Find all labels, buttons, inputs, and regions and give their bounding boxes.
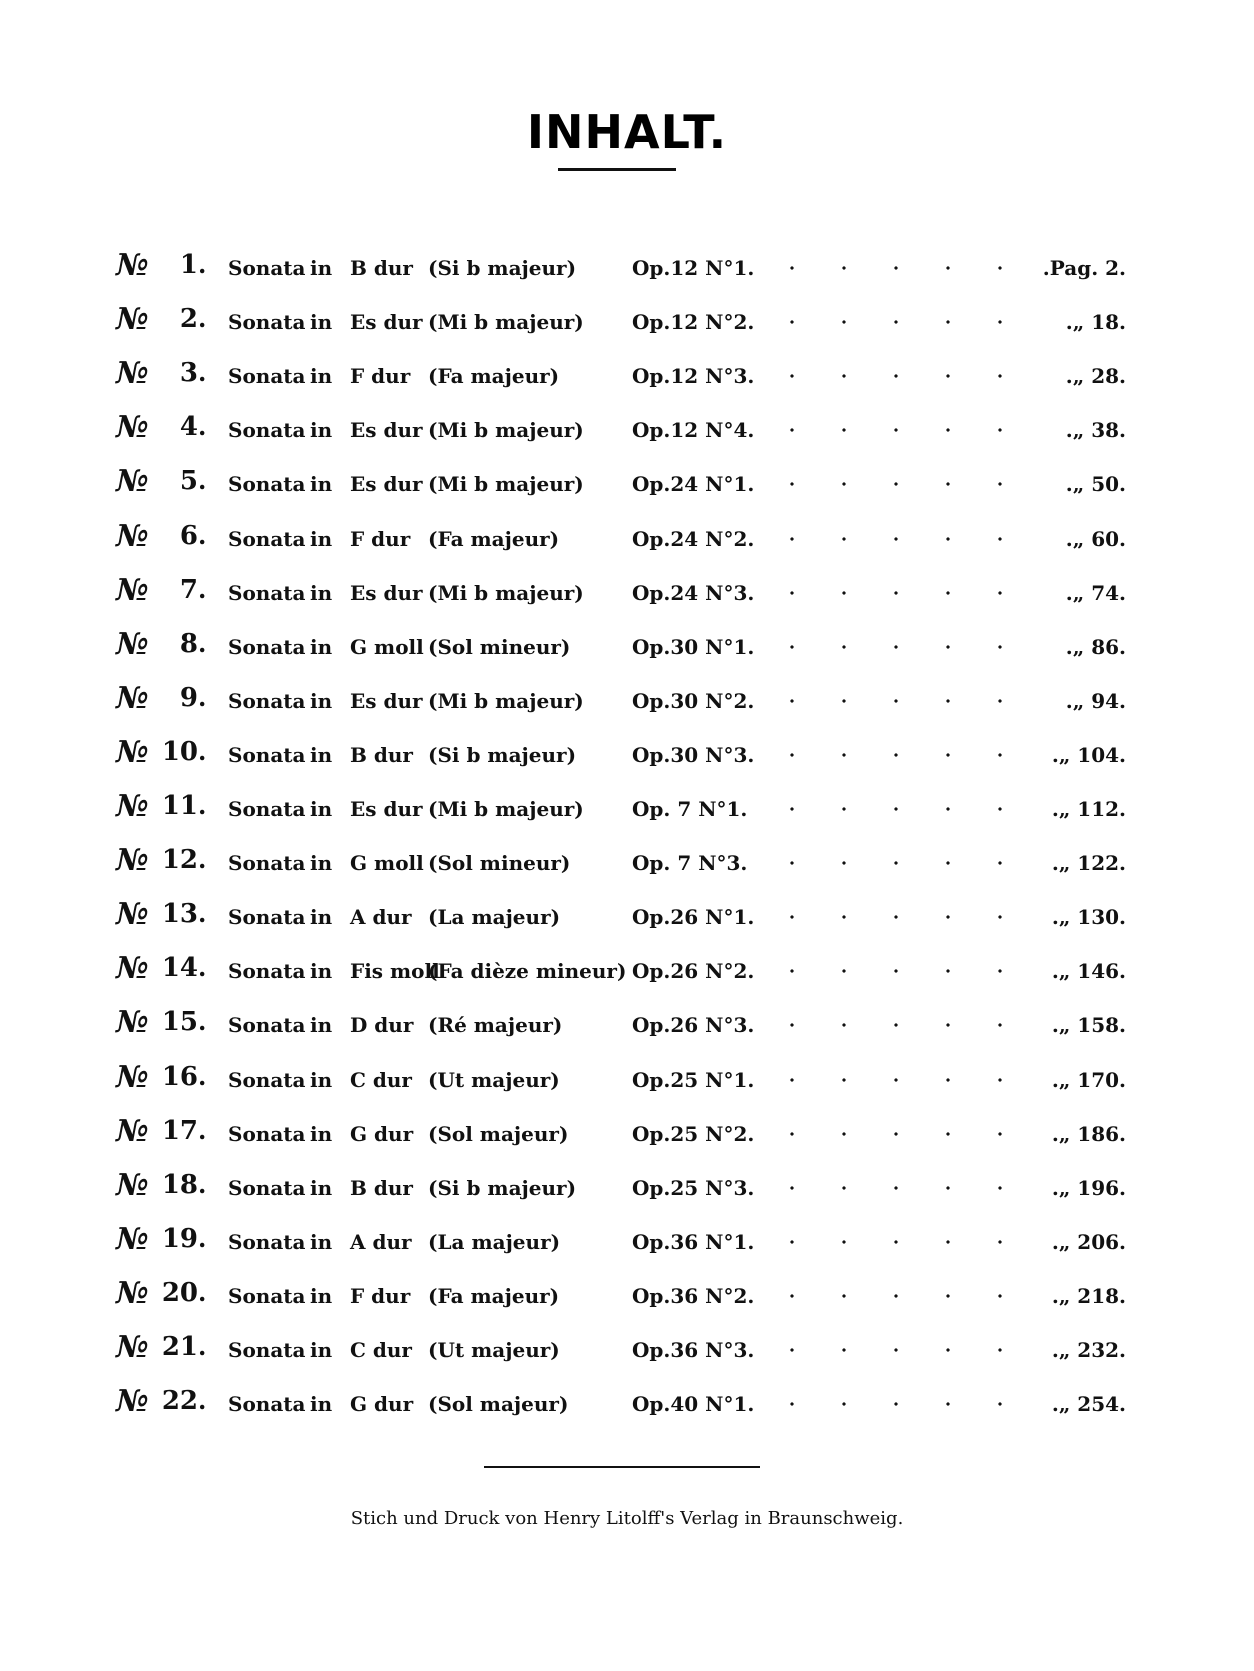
entry-number-sign: № <box>116 1114 149 1149</box>
entry-kind: Sonata <box>228 1122 306 1146</box>
entry-number: 18 <box>161 1170 198 1200</box>
dot-leader <box>766 807 1028 811</box>
toc-entry <box>0 248 1254 288</box>
entry-opus: Op.26 N°2. <box>632 959 755 983</box>
dot-leader <box>766 1132 1028 1136</box>
entry-key: B dur <box>350 743 413 767</box>
entry-key: Es dur <box>350 581 423 605</box>
entry-preposition: in <box>310 256 333 280</box>
entry-preposition: in <box>310 1122 333 1146</box>
toc-entry <box>0 789 1254 829</box>
entry-preposition: in <box>310 635 333 659</box>
publisher-imprint: Stich und Druck von Henry Litolff's Verlag in Braunschweig. <box>350 1508 904 1529</box>
entry-number: 6 <box>179 521 198 551</box>
dot-leader <box>766 1294 1028 1298</box>
entry-opus: Op.40 N°1. <box>632 1392 755 1416</box>
entry-key: B dur <box>350 256 413 280</box>
entry-key: A dur <box>350 1230 412 1254</box>
entry-number-sign: № <box>116 897 149 932</box>
entry-number: 17 <box>161 1116 198 1146</box>
entry-preposition: in <box>310 418 333 442</box>
entry-number: 8 <box>179 629 198 659</box>
entry-preposition: in <box>310 1013 333 1037</box>
entry-key: Es dur <box>350 472 423 496</box>
dot-leader <box>766 861 1028 865</box>
entry-number-period: . <box>198 521 207 550</box>
entry-key-french: (Fa majeur) <box>428 364 560 388</box>
entry-kind: Sonata <box>228 364 306 388</box>
entry-page: .„ 74. <box>1065 581 1126 605</box>
entry-preposition: in <box>310 364 333 388</box>
dot-leader <box>766 1402 1028 1406</box>
entry-key: C dur <box>350 1068 412 1092</box>
entry-opus: Op. 7 N°3. <box>632 851 748 875</box>
entry-preposition: in <box>310 310 333 334</box>
entry-key-french: (Ut majeur) <box>428 1338 560 1362</box>
entry-kind: Sonata <box>228 1230 306 1254</box>
toc-entry <box>0 519 1254 559</box>
entry-opus: Op.25 N°2. <box>632 1122 755 1146</box>
entry-page: .„ 94. <box>1065 689 1126 713</box>
entry-number-sign: № <box>116 681 149 716</box>
entry-number-period: . <box>198 791 207 820</box>
entry-number: 5 <box>179 466 198 496</box>
entry-number-sign: № <box>116 789 149 824</box>
entry-kind: Sonata <box>228 256 306 280</box>
entry-key-french: (Ut majeur) <box>428 1068 560 1092</box>
entry-number-period: . <box>198 899 207 928</box>
entry-page: .„ 28. <box>1065 364 1126 388</box>
dot-leader <box>766 591 1028 595</box>
entry-key-french: (Fa majeur) <box>428 527 560 551</box>
entry-preposition: in <box>310 1176 333 1200</box>
entry-kind: Sonata <box>228 959 306 983</box>
entry-key-french: (Ré majeur) <box>428 1013 563 1037</box>
entry-key-french: (Sol majeur) <box>428 1392 569 1416</box>
dot-leader <box>766 374 1028 378</box>
toc-entry <box>0 627 1254 667</box>
entry-key-french: (Fa majeur) <box>428 1284 560 1308</box>
entry-opus: Op.36 N°2. <box>632 1284 755 1308</box>
entry-key: G moll <box>350 635 424 659</box>
toc-entry <box>0 681 1254 721</box>
entry-number-period: . <box>198 629 207 658</box>
toc-entry <box>0 951 1254 991</box>
entry-preposition: in <box>310 1230 333 1254</box>
dot-leader <box>766 1186 1028 1190</box>
entry-number: 9 <box>179 683 198 713</box>
entry-number-period: . <box>198 575 207 604</box>
entry-kind: Sonata <box>228 310 306 334</box>
title-underline <box>558 168 676 171</box>
entry-number: 11 <box>161 791 198 821</box>
entry-page: .Pag. 2. <box>1042 256 1126 280</box>
entry-key-french: (La majeur) <box>428 905 561 929</box>
entry-number-sign: № <box>116 735 149 770</box>
dot-leader <box>766 645 1028 649</box>
entry-number: 14 <box>161 953 198 983</box>
toc-entry <box>0 843 1254 883</box>
entry-page: .„ 86. <box>1065 635 1126 659</box>
entry-number: 22 <box>161 1386 198 1416</box>
entry-number-period: . <box>198 250 207 279</box>
entry-number-sign: № <box>116 573 149 608</box>
entry-page: .„ 104. <box>1051 743 1126 767</box>
entry-number-period: . <box>198 1224 207 1253</box>
entry-opus: Op.26 N°1. <box>632 905 755 929</box>
entry-opus: Op.30 N°2. <box>632 689 755 713</box>
entry-number: 10 <box>161 737 198 767</box>
entry-number-sign: № <box>116 1384 149 1419</box>
entry-preposition: in <box>310 959 333 983</box>
dot-leader <box>766 537 1028 541</box>
entry-opus: Op.25 N°1. <box>632 1068 755 1092</box>
entry-number: 13 <box>161 899 198 929</box>
entry-number-sign: № <box>116 302 149 337</box>
page-title: INHALT. <box>526 105 728 159</box>
dot-leader <box>766 482 1028 486</box>
dot-leader <box>766 915 1028 919</box>
toc-entry <box>0 1276 1254 1316</box>
entry-page: .„ 254. <box>1051 1392 1126 1416</box>
dot-leader <box>766 1023 1028 1027</box>
entry-number-sign: № <box>116 627 149 662</box>
entry-preposition: in <box>310 905 333 929</box>
entry-key-french: (Mi b majeur) <box>428 797 584 821</box>
entry-number-period: . <box>198 1386 207 1415</box>
entry-key: G dur <box>350 1392 414 1416</box>
entry-page: .„ 196. <box>1051 1176 1126 1200</box>
entry-kind: Sonata <box>228 905 306 929</box>
entry-preposition: in <box>310 527 333 551</box>
entry-key: Es dur <box>350 689 423 713</box>
dot-leader <box>766 1348 1028 1352</box>
dot-leader <box>766 428 1028 432</box>
dot-leader <box>766 753 1028 757</box>
entry-number: 20 <box>161 1278 198 1308</box>
entry-opus: Op.36 N°1. <box>632 1230 755 1254</box>
entry-key: F dur <box>350 364 411 388</box>
entry-key-french: (Mi b majeur) <box>428 689 584 713</box>
entry-number-period: . <box>198 953 207 982</box>
entry-number-sign: № <box>116 843 149 878</box>
entry-key: Es dur <box>350 797 423 821</box>
entry-number-period: . <box>198 737 207 766</box>
entry-preposition: in <box>310 689 333 713</box>
entry-preposition: in <box>310 581 333 605</box>
entry-number: 21 <box>161 1332 198 1362</box>
toc-entry <box>0 1168 1254 1208</box>
entry-preposition: in <box>310 1338 333 1362</box>
entry-preposition: in <box>310 1392 333 1416</box>
entry-number: 3 <box>179 358 198 388</box>
toc-entry <box>0 897 1254 937</box>
entry-kind: Sonata <box>228 1176 306 1200</box>
dot-leader <box>766 266 1028 270</box>
entry-number: 12 <box>161 845 198 875</box>
entry-page: .„ 112. <box>1051 797 1126 821</box>
entry-opus: Op.30 N°3. <box>632 743 755 767</box>
entry-opus: Op.12 N°1. <box>632 256 755 280</box>
toc-entry <box>0 302 1254 342</box>
entry-number-sign: № <box>116 1222 149 1257</box>
entry-key-french: (Si b majeur) <box>428 743 577 767</box>
entry-kind: Sonata <box>228 743 306 767</box>
entry-key-french: (Fa dièze mineur) <box>428 959 627 983</box>
entry-key-french: (Mi b majeur) <box>428 581 584 605</box>
entry-key: D dur <box>350 1013 414 1037</box>
entry-kind: Sonata <box>228 581 306 605</box>
entry-number-period: . <box>198 1170 207 1199</box>
entry-opus: Op.36 N°3. <box>632 1338 755 1362</box>
entry-number-sign: № <box>116 1005 149 1040</box>
entry-kind: Sonata <box>228 1068 306 1092</box>
dot-leader <box>766 1078 1028 1082</box>
entry-number: 4 <box>179 412 198 442</box>
entry-key: B dur <box>350 1176 413 1200</box>
entry-page: .„ 218. <box>1051 1284 1126 1308</box>
entry-page: .„ 60. <box>1065 527 1126 551</box>
toc-entry <box>0 1222 1254 1262</box>
toc-entry <box>0 573 1254 613</box>
entry-number-sign: № <box>116 1168 149 1203</box>
entry-number-period: . <box>198 466 207 495</box>
entry-number-period: . <box>198 1332 207 1361</box>
entry-key: F dur <box>350 527 411 551</box>
entry-number-sign: № <box>116 356 149 391</box>
entry-number-period: . <box>198 683 207 712</box>
entry-key: G dur <box>350 1122 414 1146</box>
entry-number-sign: № <box>116 1276 149 1311</box>
entry-number: 19 <box>161 1224 198 1254</box>
dot-leader <box>766 320 1028 324</box>
entry-kind: Sonata <box>228 635 306 659</box>
entry-kind: Sonata <box>228 1392 306 1416</box>
entry-number-period: . <box>198 1062 207 1091</box>
entry-page: .„ 170. <box>1051 1068 1126 1092</box>
entry-opus: Op. 7 N°1. <box>632 797 748 821</box>
entry-page: .„ 206. <box>1051 1230 1126 1254</box>
entry-opus: Op.12 N°3. <box>632 364 755 388</box>
entry-page: .„ 232. <box>1051 1338 1126 1362</box>
entry-preposition: in <box>310 1068 333 1092</box>
entry-number-period: . <box>198 1007 207 1036</box>
entry-number-sign: № <box>116 519 149 554</box>
entry-key: A dur <box>350 905 412 929</box>
entry-key-french: (Sol majeur) <box>428 1122 569 1146</box>
entry-number-period: . <box>198 1278 207 1307</box>
entry-page: .„ 186. <box>1051 1122 1126 1146</box>
entry-number-period: . <box>198 304 207 333</box>
entry-number: 16 <box>161 1062 198 1092</box>
entry-key: G moll <box>350 851 424 875</box>
entry-number-sign: № <box>116 464 149 499</box>
entry-number-sign: № <box>116 1330 149 1365</box>
entry-key: C dur <box>350 1338 412 1362</box>
entry-kind: Sonata <box>228 418 306 442</box>
entry-number: 2 <box>179 304 198 334</box>
entry-key-french: (Sol mineur) <box>428 851 571 875</box>
entry-number-period: . <box>198 1116 207 1145</box>
entry-number-sign: № <box>116 410 149 445</box>
entry-number: 15 <box>161 1007 198 1037</box>
entry-key: Es dur <box>350 310 423 334</box>
entry-preposition: in <box>310 797 333 821</box>
entry-page: .„ 146. <box>1051 959 1126 983</box>
entry-opus: Op.24 N°3. <box>632 581 755 605</box>
entry-opus: Op.26 N°3. <box>632 1013 755 1037</box>
entry-kind: Sonata <box>228 689 306 713</box>
entry-number-period: . <box>198 358 207 387</box>
entry-opus: Op.25 N°3. <box>632 1176 755 1200</box>
entry-number-period: . <box>198 412 207 441</box>
entry-preposition: in <box>310 472 333 496</box>
entry-kind: Sonata <box>228 472 306 496</box>
entry-opus: Op.12 N°2. <box>632 310 755 334</box>
entry-page: .„ 50. <box>1065 472 1126 496</box>
entry-preposition: in <box>310 1284 333 1308</box>
entry-kind: Sonata <box>228 1338 306 1362</box>
entry-key-french: (Mi b majeur) <box>428 418 584 442</box>
entry-preposition: in <box>310 743 333 767</box>
entry-opus: Op.24 N°1. <box>632 472 755 496</box>
entry-number-sign: № <box>116 1060 149 1095</box>
entry-page: .„ 130. <box>1051 905 1126 929</box>
toc-entry <box>0 356 1254 396</box>
entry-key: Fis moll <box>350 959 440 983</box>
entry-key-french: (Si b majeur) <box>428 1176 577 1200</box>
toc-entry <box>0 410 1254 450</box>
entry-key-french: (Sol mineur) <box>428 635 571 659</box>
dot-leader <box>766 699 1028 703</box>
entry-key: F dur <box>350 1284 411 1308</box>
entry-kind: Sonata <box>228 1013 306 1037</box>
entry-number: 7 <box>179 575 198 605</box>
entry-key-french: (Mi b majeur) <box>428 310 584 334</box>
toc-entry <box>0 735 1254 775</box>
entry-key-french: (Mi b majeur) <box>428 472 584 496</box>
entry-opus: Op.30 N°1. <box>632 635 755 659</box>
entry-number: 1 <box>179 250 198 280</box>
dot-leader <box>766 969 1028 973</box>
entry-key-french: (Si b majeur) <box>428 256 577 280</box>
entry-preposition: in <box>310 851 333 875</box>
entry-number-period: . <box>198 845 207 874</box>
toc-entry <box>0 1005 1254 1045</box>
entry-page: .„ 158. <box>1051 1013 1126 1037</box>
entry-kind: Sonata <box>228 527 306 551</box>
entry-key: Es dur <box>350 418 423 442</box>
entry-page: .„ 38. <box>1065 418 1126 442</box>
entry-kind: Sonata <box>228 797 306 821</box>
entry-page: .„ 122. <box>1051 851 1126 875</box>
entry-number-sign: № <box>116 248 149 283</box>
bottom-divider <box>484 1466 760 1468</box>
dot-leader <box>766 1240 1028 1244</box>
toc-entry <box>0 1384 1254 1424</box>
entry-key-french: (La majeur) <box>428 1230 561 1254</box>
toc-entry <box>0 1060 1254 1100</box>
toc-entry <box>0 1114 1254 1154</box>
entry-page: .„ 18. <box>1065 310 1126 334</box>
toc-entry <box>0 464 1254 504</box>
entry-number-sign: № <box>116 951 149 986</box>
entry-opus: Op.12 N°4. <box>632 418 755 442</box>
entry-kind: Sonata <box>228 1284 306 1308</box>
toc-entry <box>0 1330 1254 1370</box>
entry-opus: Op.24 N°2. <box>632 527 755 551</box>
entry-kind: Sonata <box>228 851 306 875</box>
